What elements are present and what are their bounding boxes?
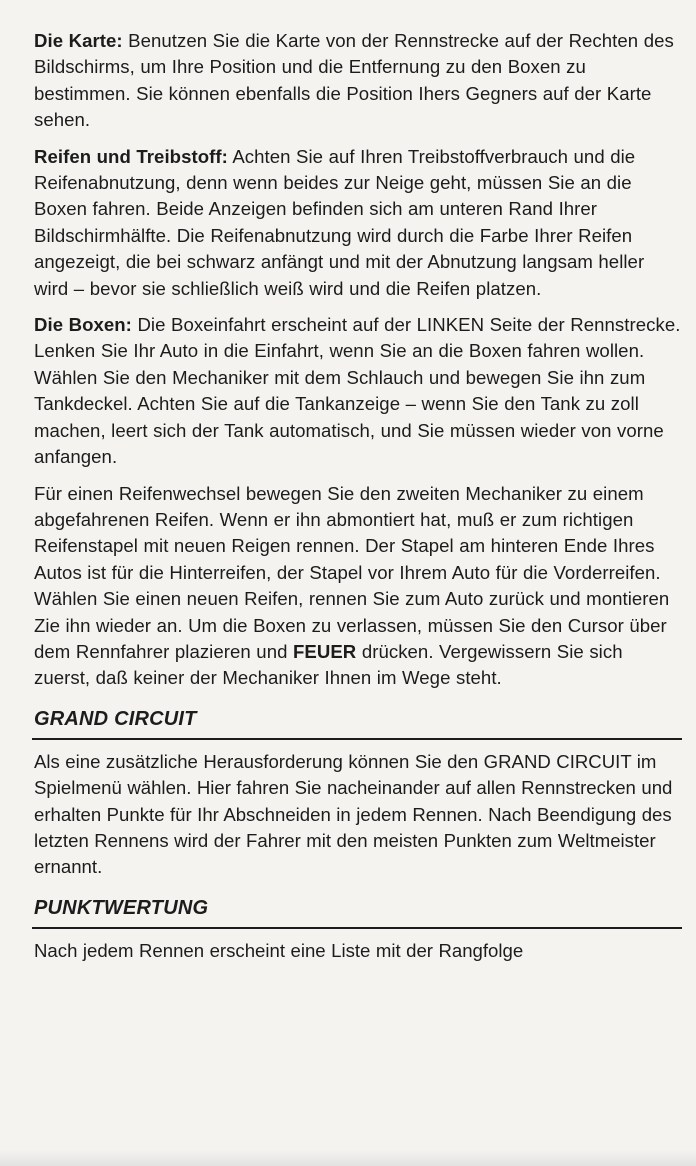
section-body: Nach jedem Rennen erscheint eine Liste mit der Rangfolge (34, 939, 524, 961)
paragraph-reifenwechsel (34, 481, 682, 692)
section-heading: PUNKTWERTUNG (34, 896, 209, 919)
paragraph-lead: Die Boxen: (34, 314, 132, 336)
section-body: Als eine zusätzliche Herausforderung können Sie den GRAND CIRCUIT im Spielmenü wählen. Hier fahren Sie nacheinander auf allen Rennstrecken und erhalten Punkte für Ihr Abschneiden in jedem Rennen. Nach Beendigung des letzten Rennens wird der Fahrer mit den meisten Punkten zum Weltmeister ernannt. (34, 750, 673, 878)
paragraph-text: drücken. Vergewissern Sie sich zuerst, daß keiner der Mechaniker Ihnen im Wege steht. (34, 640, 623, 689)
paragraph-die-boxen (34, 312, 682, 470)
section-heading: GRAND CIRCUIT (34, 707, 197, 730)
paragraph-lead: Reifen und Treibstoff: (34, 145, 228, 167)
paragraph-reifen-und-treibstoff (34, 144, 682, 302)
paragraph-die-karte (34, 28, 682, 134)
section-divider (32, 927, 682, 929)
paragraph-text: Benutzen Sie die Karte von der Rennstrecke auf der Rechten des Bildschirms, um Ihre Position und die Entfernung zu den Boxen zu bestimmen. Sie können ebenfalls die Position Ihers Gegners auf der Karte sehen. (34, 30, 674, 131)
section-punktwertung (34, 895, 682, 964)
feuer-keyword: FEUER (293, 640, 357, 662)
page-bottom-edge (0, 1150, 696, 1166)
section-divider (32, 738, 682, 740)
section-grand-circuit (34, 706, 682, 881)
paragraph-text: Die Boxeinfahrt erscheint auf der LINKEN Seite der Rennstrecke. Lenken Sie Ihr Auto in die Einfahrt, wenn Sie an die Boxen fahren wollen. Wählen Sie den Mechaniker mit dem Schlauch und bewegen Sie ihn zum Tankdeckel. Achten Sie auf die Tankanzeige – wenn Sie den Tank zu zoll machen, leert sich der Tank automatisch, und Sie müssen wieder von vorne anfangen. (34, 314, 681, 468)
paragraph-text: Achten Sie auf Ihren Treibstoffverbrauch und die Reifenabnutzung, denn wenn beides zur Neige geht, müssen Sie an die Boxen fahren. Beide Anzeigen befinden sich am unteren Rand Ihrer Bildschirmhälfte. Die Reifenabnutzung wird durch die Farbe Ihrer Reifen angezeigt, die bei schwarz anfängt und mit der Abnutzung langsam heller wird – bevor sie schließlich weiß wird und die Reifen platzen. (34, 145, 645, 299)
paragraph-lead: Die Karte: (34, 30, 123, 51)
paragraph-text: Für einen Reifenwechsel bewegen Sie den zweiten Mechaniker zu einem abgefahrenen Reifen. Wenn er ihn abmontiert hat, muß er zum richtigen Reifenstapel mit neuen Reigen rennen. Der Stapel am hinteren Ende Ihres Autos ist für die Hinterreifen, der Stapel vor Ihrem Auto für die Vorderreifen. Wählen Sie einen neuen Reifen, rennen Sie zum Auto zurück und montieren Zie ihn wieder an. Um die Boxen zu verlassen, müssen Sie den Cursor über dem Rennfahrer plazieren und (34, 482, 670, 662)
